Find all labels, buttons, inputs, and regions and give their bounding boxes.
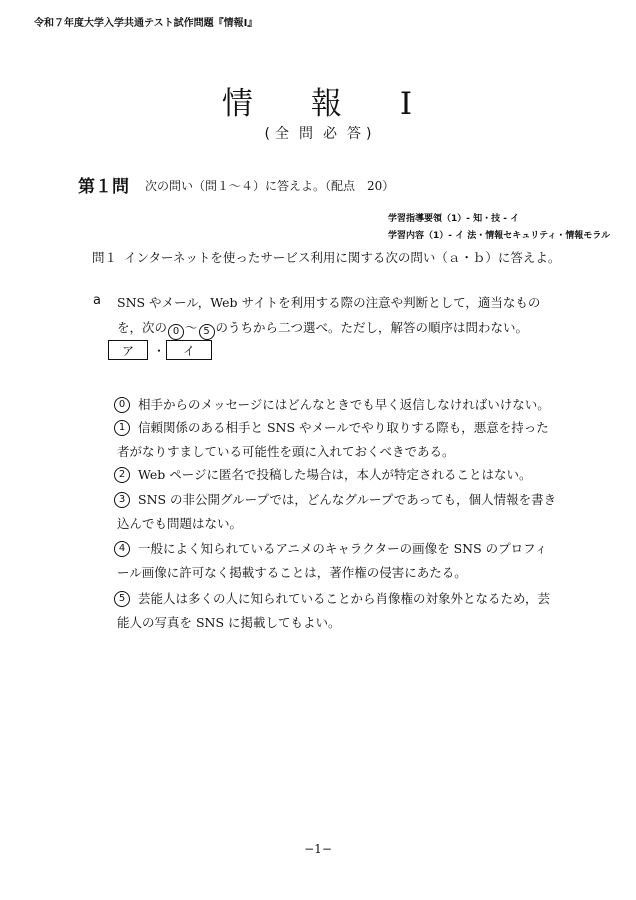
part-a-line-2-pre: を，次の [117, 320, 168, 335]
subtitle-char-3: 必 [323, 126, 337, 142]
option-1-line-2: 者がなりすましている可能性を頭に入れておくべきである。 [117, 444, 455, 459]
option-2-line-1: Web ページに匿名で投稿した場合は，本人が特定されることはない。 [138, 467, 532, 482]
option-3-line-2: 込んでも問題はない。 [117, 516, 243, 531]
question-1-label: 第１問 [78, 177, 129, 197]
option-5-line-1: 芸能人は多くの人に知られていることから肖像権の対象外となるため，芸 [138, 591, 551, 606]
sub-question-1-label: 問１ [92, 250, 118, 265]
option-0-number: 0 [114, 397, 130, 413]
subtitle-char-1: 全 [275, 126, 289, 142]
part-a-line-2-post: のうちから二つ選べ。ただし，解答の順序は問わない。 [215, 320, 529, 335]
answer-separator: ・ [153, 344, 166, 358]
option-4-number: 4 [114, 541, 130, 557]
page-number: −1− [304, 842, 332, 856]
subtitle-open-paren: ( [264, 126, 270, 142]
sub-question-1-text: インターネットを使ったサービス利用に関する次の問い（ａ・ｂ）に答えよ。 [124, 250, 561, 265]
option-0-line-1: 相手からのメッセージにはどんなときでも早く返信しなければいけない。 [138, 397, 550, 412]
exam-header: 令和７年度大学入学共通テスト試作問題『情報Ⅰ』 [34, 18, 258, 29]
part-a-line-1: SNS やメール，Web サイトを利用する際の注意や判断として，適当なもの [117, 295, 541, 310]
page-subtitle [0, 123, 636, 143]
subtitle-char-2: 問 [299, 126, 313, 142]
guidance-line-1: 学習指導要領（1）- 知・技 - イ [388, 214, 520, 224]
option-4-line-2: ール画像に許可なく掲載することは，著作権の侵害にあたる。 [117, 565, 467, 580]
answer-box-a[interactable]: ア [108, 340, 148, 360]
title-char-3: Ⅰ [399, 86, 415, 122]
option-5-line-2: 能人の写真を SNS に掲載してもよい。 [117, 615, 341, 630]
range-from-circle: 0 [168, 324, 184, 340]
title-char-1: 情 [221, 86, 255, 122]
title-char-2: 報 [310, 86, 344, 122]
subtitle-char-4: 答 [347, 126, 361, 142]
option-1-number: 1 [114, 420, 130, 436]
option-3-number: 3 [114, 492, 130, 508]
range-to-circle: 5 [199, 324, 215, 340]
option-2-number: 2 [114, 467, 130, 483]
answer-box-i[interactable]: イ [166, 340, 212, 360]
part-a-line-2 [117, 318, 528, 340]
option-1-line-1: 信頼関係のある相手と SNS やメールでやり取りする際も，悪意を持った [138, 420, 549, 435]
subtitle-close-paren: ) [366, 126, 372, 142]
guidance-line-2: 学習内容（1）- イ 法・情報セキュリティ・情報モラル [388, 231, 611, 241]
option-3-line-1: SNS の非公開グループでは，どんなグループであっても，個人情報を書き [138, 492, 557, 507]
range-separator: ～ [185, 320, 198, 335]
question-1-instruction: 次の問い（問１～４）に答えよ。（配点 20） [145, 179, 395, 193]
option-5-number: 5 [114, 591, 130, 607]
part-a-label: a [93, 293, 101, 308]
option-4-line-1: 一般によく知られているアニメのキャラクターの画像を SNS のプロフィ [138, 541, 548, 556]
page-title [0, 78, 636, 123]
